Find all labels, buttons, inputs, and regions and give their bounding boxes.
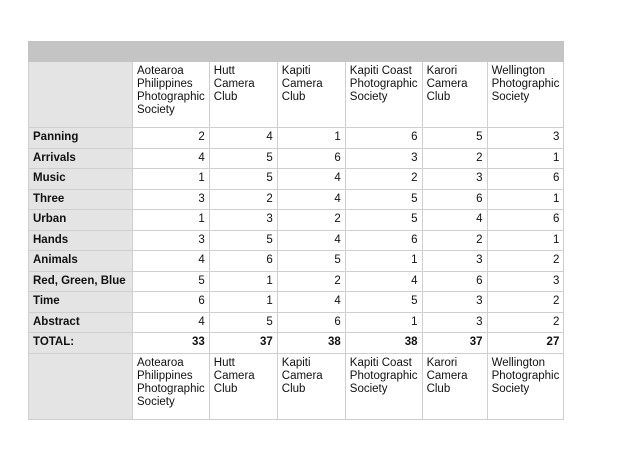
club-name-line: Photographic [491,369,560,382]
table-row [29,169,564,190]
score-cell: 2 [133,128,210,149]
score-cell: 4 [209,128,277,149]
club-name-line: Aotearoa [137,356,184,369]
score-cell: 3 [487,271,564,292]
score-cell: 3 [487,128,564,149]
score-cell: 1 [487,230,564,251]
score-cell: 2 [422,230,487,251]
score-cell: 4 [277,169,345,190]
score-cell: 5 [345,210,422,231]
club-header-cell [345,62,422,128]
club-name-line: Camera [281,78,323,90]
club-name-line: Kapiti [281,356,311,369]
total-cell: 27 [487,333,564,354]
club-name-line: Camera [426,78,468,90]
table-row [29,189,564,210]
club-name-line: Photographic [349,78,418,90]
club-name-line: Society [491,91,530,103]
club-name-line: Club [213,382,238,395]
category-label: Urban [29,210,133,231]
top-bar-cell [29,42,564,62]
score-cell: 5 [133,271,210,292]
club-name-line: Club [426,91,451,103]
total-label: TOTAL: [29,333,133,354]
score-cell: 2 [487,292,564,313]
score-cell: 3 [422,169,487,190]
table-row [29,312,564,333]
category-label: Three [29,189,133,210]
score-cell: 5 [345,292,422,313]
score-cell: 1 [133,210,210,231]
score-cell: 4 [422,210,487,231]
club-name-line: Hutt [213,65,235,77]
table-row [29,210,564,231]
score-cell: 1 [345,312,422,333]
club-name-line: Society [137,395,175,408]
score-cell: 2 [487,251,564,272]
table-row [29,271,564,292]
club-name-line: Philippines [137,78,193,90]
club-name-line: Photographic [349,369,418,382]
table-row [29,251,564,272]
score-cell: 6 [209,251,277,272]
score-cell: 1 [277,128,345,149]
total-cell: 33 [133,333,210,354]
club-name-line: Aotearoa [137,65,184,77]
score-cell: 6 [487,210,564,231]
score-cell: 5 [345,189,422,210]
table-top-bar [29,42,564,62]
club-header-cell [487,62,564,128]
category-label: Time [29,292,133,313]
club-name-line: Camera [213,78,255,90]
score-cell: 6 [133,292,210,313]
score-cell: 6 [422,271,487,292]
score-cell: 5 [209,312,277,333]
club-header-cell [422,62,487,128]
score-cell: 3 [133,230,210,251]
total-cell: 38 [345,333,422,354]
score-cell: 2 [422,148,487,169]
score-cell: 6 [487,169,564,190]
club-name-line: Karori [426,356,458,369]
category-label: Music [29,169,133,190]
score-cell: 1 [209,271,277,292]
score-cell: 1 [209,292,277,313]
club-header-cell [422,353,487,419]
club-header-cell [209,62,277,128]
club-header-row-bottom [29,353,564,419]
club-name-line: Society [349,382,388,395]
club-header-cell [209,353,277,419]
total-cell: 37 [422,333,487,354]
club-header-cell [345,353,422,419]
club-header-cell [133,353,210,419]
category-label: Abstract [29,312,133,333]
club-name-line: Kapiti [281,65,311,77]
club-name-line: Camera [281,369,323,382]
score-cell: 6 [277,312,345,333]
club-name-line: Club [281,91,306,103]
category-label: Hands [29,230,133,251]
club-name-line: Camera [213,369,255,382]
score-cell: 2 [277,210,345,231]
club-name-line: Club [213,91,238,103]
score-cell: 5 [209,169,277,190]
club-name-line: Kapiti Coast [349,356,412,369]
score-cell: 1 [487,189,564,210]
club-name-line: Karori [426,65,458,77]
club-name-line: Society [137,104,175,116]
club-name-line: Photographic [137,91,205,103]
club-header-cell [277,353,345,419]
score-cell: 5 [422,128,487,149]
total-cell: 38 [277,333,345,354]
score-cell: 4 [133,148,210,169]
corner-cell [29,353,133,419]
score-cell: 3 [133,189,210,210]
club-header-cell [277,62,345,128]
club-name-line: Society [349,91,388,103]
score-cell: 4 [133,312,210,333]
score-cell: 5 [277,251,345,272]
score-cell: 3 [422,312,487,333]
score-cell: 6 [345,128,422,149]
score-cell: 1 [133,169,210,190]
category-label: Animals [29,251,133,272]
club-header-cell [133,62,210,128]
score-cell: 5 [209,230,277,251]
score-cell: 6 [422,189,487,210]
table-row [29,148,564,169]
score-cell: 4 [133,251,210,272]
score-cell: 2 [345,169,422,190]
club-name-line: Kapiti Coast [349,65,412,77]
score-cell: 3 [422,292,487,313]
category-label: Red, Green, Blue [29,271,133,292]
score-cell: 2 [277,271,345,292]
total-row [29,333,564,354]
score-cell: 3 [422,251,487,272]
category-label: Panning [29,128,133,149]
total-cell: 37 [209,333,277,354]
club-name-line: Wellington [491,356,546,369]
score-cell: 6 [277,148,345,169]
score-table [28,41,564,420]
club-name-line: Wellington [491,65,546,77]
corner-cell [29,62,133,128]
category-label: Arrivals [29,148,133,169]
score-cell: 6 [345,230,422,251]
table-row [29,292,564,313]
score-cell: 3 [209,210,277,231]
club-name-line: Club [281,382,306,395]
club-header-cell [487,353,564,419]
score-cell: 4 [277,189,345,210]
club-name-line: Hutt [213,356,235,369]
score-cell: 2 [209,189,277,210]
club-name-line: Philippines [137,369,193,382]
club-name-line: Society [491,382,530,395]
club-name-line: Camera [426,369,468,382]
score-cell: 4 [277,292,345,313]
score-cell: 1 [487,148,564,169]
score-cell: 3 [345,148,422,169]
table-row [29,230,564,251]
score-cell: 4 [277,230,345,251]
score-cell: 2 [487,312,564,333]
table-row [29,128,564,149]
club-name-line: Club [426,382,451,395]
score-cell: 4 [345,271,422,292]
score-cell: 1 [345,251,422,272]
club-header-row-top [29,62,564,128]
club-name-line: Photographic [491,78,560,90]
club-name-line: Photographic [137,382,205,395]
score-cell: 5 [209,148,277,169]
